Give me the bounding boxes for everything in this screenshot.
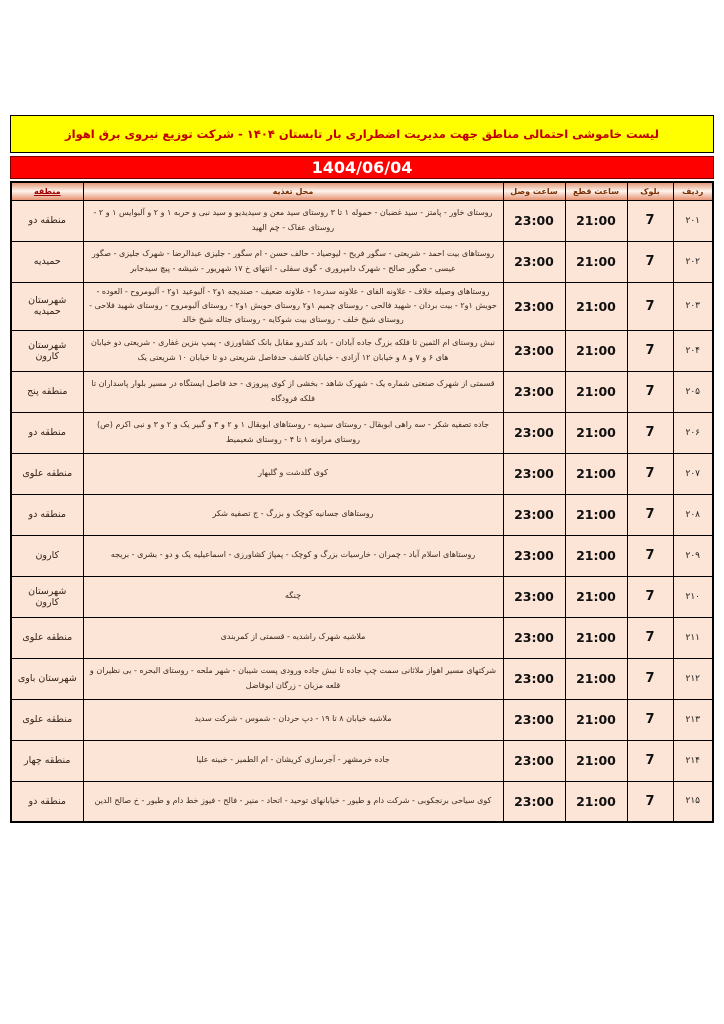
- outage-table: [10, 181, 714, 823]
- region-cell: منطقه دو: [11, 781, 83, 822]
- header-region: منطقه: [11, 182, 83, 200]
- feeding-location-cell: روستاهای اسلام آباد - چمران - خارسیات بزرگ و کوچک - پمپاژ کشاورزی - اسماعیلیه یک و دو - بشری - بریجه: [83, 535, 503, 576]
- region-cell: منطقه علوی: [11, 617, 83, 658]
- restore-time-cell: 23:00: [503, 576, 565, 617]
- restore-time-cell: 23:00: [503, 453, 565, 494]
- cut-time-cell: 21:00: [565, 658, 627, 699]
- table-body: [11, 200, 713, 822]
- block-cell: 7: [627, 781, 673, 822]
- feeding-location-cell: ملاشیه شهرک راشدیه - قسمتی از کمربندی: [83, 617, 503, 658]
- region-cell: شهرستان باوی: [11, 658, 83, 699]
- cut-time-cell: 21:00: [565, 576, 627, 617]
- table-header-row: [11, 182, 713, 200]
- row-number-cell: ۲۱۴: [673, 740, 713, 781]
- restore-time-cell: 23:00: [503, 282, 565, 330]
- feeding-location-cell: روستای خاور - پامتز - سید غضبان - حموله ۱ تا ۳ روستای سید معن و سیدیدیو و سید نبی و حربه ۱ و ۲ و آلبوایس ۱ و ۲ - روستای عفاک - چم الهید: [83, 200, 503, 241]
- row-number-cell: ۲۰۶: [673, 412, 713, 453]
- row-number-cell: ۲۰۱: [673, 200, 713, 241]
- feeding-location-cell: چنگه: [83, 576, 503, 617]
- restore-time-cell: 23:00: [503, 740, 565, 781]
- cut-time-cell: 21:00: [565, 412, 627, 453]
- table-row: [11, 412, 713, 453]
- region-cell: کارون: [11, 535, 83, 576]
- block-cell: 7: [627, 200, 673, 241]
- region-cell: منطقه دو: [11, 494, 83, 535]
- block-cell: 7: [627, 617, 673, 658]
- cut-time-cell: 21:00: [565, 282, 627, 330]
- restore-time-cell: 23:00: [503, 371, 565, 412]
- restore-time-cell: 23:00: [503, 412, 565, 453]
- cut-time-cell: 21:00: [565, 781, 627, 822]
- region-cell: منطقه علوی: [11, 453, 83, 494]
- region-cell: منطقه پنج: [11, 371, 83, 412]
- feeding-location-cell: جاده خرمشهر - آجرسازی کریشان - ام الطمیر - خبینه علیا: [83, 740, 503, 781]
- table-row: [11, 453, 713, 494]
- row-number-cell: ۲۱۳: [673, 699, 713, 740]
- cut-time-cell: 21:00: [565, 330, 627, 371]
- table-row: [11, 617, 713, 658]
- block-cell: 7: [627, 535, 673, 576]
- region-cell: شهرستان حمیدیه: [11, 282, 83, 330]
- restore-time-cell: 23:00: [503, 241, 565, 282]
- feeding-location-cell: شرکتهای مسیر اهواز ملاثانی سمت چپ جاده تا نبش جاده ورودی پست شیبان - شهر ملحه - روستای البحره - بی نظیران و قلعه مزبان - زرگان ابوفاضل: [83, 658, 503, 699]
- block-cell: 7: [627, 740, 673, 781]
- document-content: [10, 115, 714, 823]
- row-number-cell: ۲۱۵: [673, 781, 713, 822]
- block-cell: 7: [627, 330, 673, 371]
- cut-time-cell: 21:00: [565, 740, 627, 781]
- header-restore-time: ساعت وصل: [503, 182, 565, 200]
- restore-time-cell: 23:00: [503, 200, 565, 241]
- header-block: بلوک: [627, 182, 673, 200]
- row-number-cell: ۲۱۲: [673, 658, 713, 699]
- cut-time-cell: 21:00: [565, 617, 627, 658]
- block-cell: 7: [627, 658, 673, 699]
- restore-time-cell: 23:00: [503, 617, 565, 658]
- table-row: [11, 282, 713, 330]
- cut-time-cell: 21:00: [565, 535, 627, 576]
- table-row: [11, 371, 713, 412]
- title-banner: [10, 115, 714, 153]
- feeding-location-cell: جاده تصفیه شکر - سه راهی ابوبقال - روستای سیدیه - روستاهای ابوبقال ۱ و ۲ و ۳ و گبیر یک و ۲ و ۳ و نبی اکرم (ص) روستای مراونه ۱ تا ۴ - روستای شعیمیط: [83, 412, 503, 453]
- cut-time-cell: 21:00: [565, 453, 627, 494]
- block-cell: 7: [627, 241, 673, 282]
- restore-time-cell: 23:00: [503, 330, 565, 371]
- row-number-cell: ۲۰۸: [673, 494, 713, 535]
- table-row: [11, 576, 713, 617]
- block-cell: 7: [627, 371, 673, 412]
- page-title: لیست خاموشی احتمالی مناطق جهت مدیریت اضطراری بار تابستان ۱۴۰۴ - شرکت توزیع نیروی برق اهواز: [65, 127, 659, 141]
- row-number-cell: ۲۱۰: [673, 576, 713, 617]
- block-cell: 7: [627, 494, 673, 535]
- block-cell: 7: [627, 576, 673, 617]
- cut-time-cell: 21:00: [565, 200, 627, 241]
- cut-time-cell: 21:00: [565, 494, 627, 535]
- restore-time-cell: 23:00: [503, 699, 565, 740]
- date-banner: [10, 156, 714, 179]
- block-cell: 7: [627, 453, 673, 494]
- region-cell: شهرستان کارون: [11, 576, 83, 617]
- region-cell: شهرستان کارون: [11, 330, 83, 371]
- row-number-cell: ۲۰۴: [673, 330, 713, 371]
- block-cell: 7: [627, 699, 673, 740]
- region-cell: حمیدیه: [11, 241, 83, 282]
- table-row: [11, 699, 713, 740]
- block-cell: 7: [627, 282, 673, 330]
- feeding-location-cell: روستاهای بیت احمد - شریعتی - سگور فریح - لیوصیاد - حالف حسن - ام سگور - جلیزی عبدالرضا - شهرک جلیزی - صگور عیسی - صگور صالح - شهرک دامپروری - گوی سفلی - انتهای خ ۱۷ شهریور - شیشه - پیچ سیدجابر: [83, 241, 503, 282]
- cut-time-cell: 21:00: [565, 241, 627, 282]
- row-number-cell: ۲۰۷: [673, 453, 713, 494]
- cut-time-cell: 21:00: [565, 699, 627, 740]
- region-cell: منطقه چهار: [11, 740, 83, 781]
- restore-time-cell: 23:00: [503, 658, 565, 699]
- table-row: [11, 330, 713, 371]
- feeding-location-cell: کوی سیاحی برنجکوبی - شرکت دام و طیور - خیابانهای توحید - اتحاد - منیر - فالح - فیوز خط دام و طیور - خ صالح الدین: [83, 781, 503, 822]
- header-row-number: ردیف: [673, 182, 713, 200]
- region-cell: منطقه دو: [11, 412, 83, 453]
- header-feeding-location: محل تغذیه: [83, 182, 503, 200]
- region-cell: منطقه علوی: [11, 699, 83, 740]
- restore-time-cell: 23:00: [503, 494, 565, 535]
- header-cut-time: ساعت قطع: [565, 182, 627, 200]
- table-row: [11, 200, 713, 241]
- feeding-location-cell: نبش روستای ام الثمین تا فلکه بزرگ جاده آبادان - باند کندرو مقابل بانک کشاورزی - پمپ بنزین غفاری - شریعتی دو خیابان های ۶ و ۷ و ۸ و خیابان ۱۲ آزادی - خیابان کاشف حدفاصل شریعتی دو تا خیابان ۱۰ شریعتی یک: [83, 330, 503, 371]
- table-row: [11, 658, 713, 699]
- table-row: [11, 535, 713, 576]
- feeding-location-cell: قسمتی از شهرک صنعتی شماره یک - شهرک شاهد - بخشی از کوی پیروزی - حد فاصل ایستگاه در مسیر بلوار پاسداران تا فلکه فرودگاه: [83, 371, 503, 412]
- table-row: [11, 740, 713, 781]
- feeding-location-cell: روستاهای وصیله خلاف - علاونه الفای - علاونه سدره۱ - علاونه ضعیف - صندیجه ۱و۲ - آلبوعید ۱و۲ - آلبومروح - العوده - حویش ۱و۲ - بیت بردان - شهید فالحی - روستای چمیم ۱و۲ روستای حویش ۱و۲ - روستای آلبومروح - روستای شهید فلاحی - روستای شیخ خلف - روستای بیت شوکایه - روستای جثاله شیخ خالد: [83, 282, 503, 330]
- row-number-cell: ۲۰۹: [673, 535, 713, 576]
- restore-time-cell: 23:00: [503, 535, 565, 576]
- row-number-cell: ۲۰۵: [673, 371, 713, 412]
- block-cell: 7: [627, 412, 673, 453]
- row-number-cell: ۲۱۱: [673, 617, 713, 658]
- table-row: [11, 241, 713, 282]
- feeding-location-cell: کوی گلدشت و گلبهار: [83, 453, 503, 494]
- row-number-cell: ۲۰۲: [673, 241, 713, 282]
- feeding-location-cell: روستاهای جسانیه کوچک و بزرگ - ج تصفیه شکر: [83, 494, 503, 535]
- cut-time-cell: 21:00: [565, 371, 627, 412]
- row-number-cell: ۲۰۳: [673, 282, 713, 330]
- region-cell: منطقه دو: [11, 200, 83, 241]
- feeding-location-cell: ملاشیه خیابان ۸ تا ۱۹ - دپ حردان - شموس - شرکت سدید: [83, 699, 503, 740]
- date-value: 1404/06/04: [311, 158, 413, 177]
- table-row: [11, 494, 713, 535]
- table-row: [11, 781, 713, 822]
- restore-time-cell: 23:00: [503, 781, 565, 822]
